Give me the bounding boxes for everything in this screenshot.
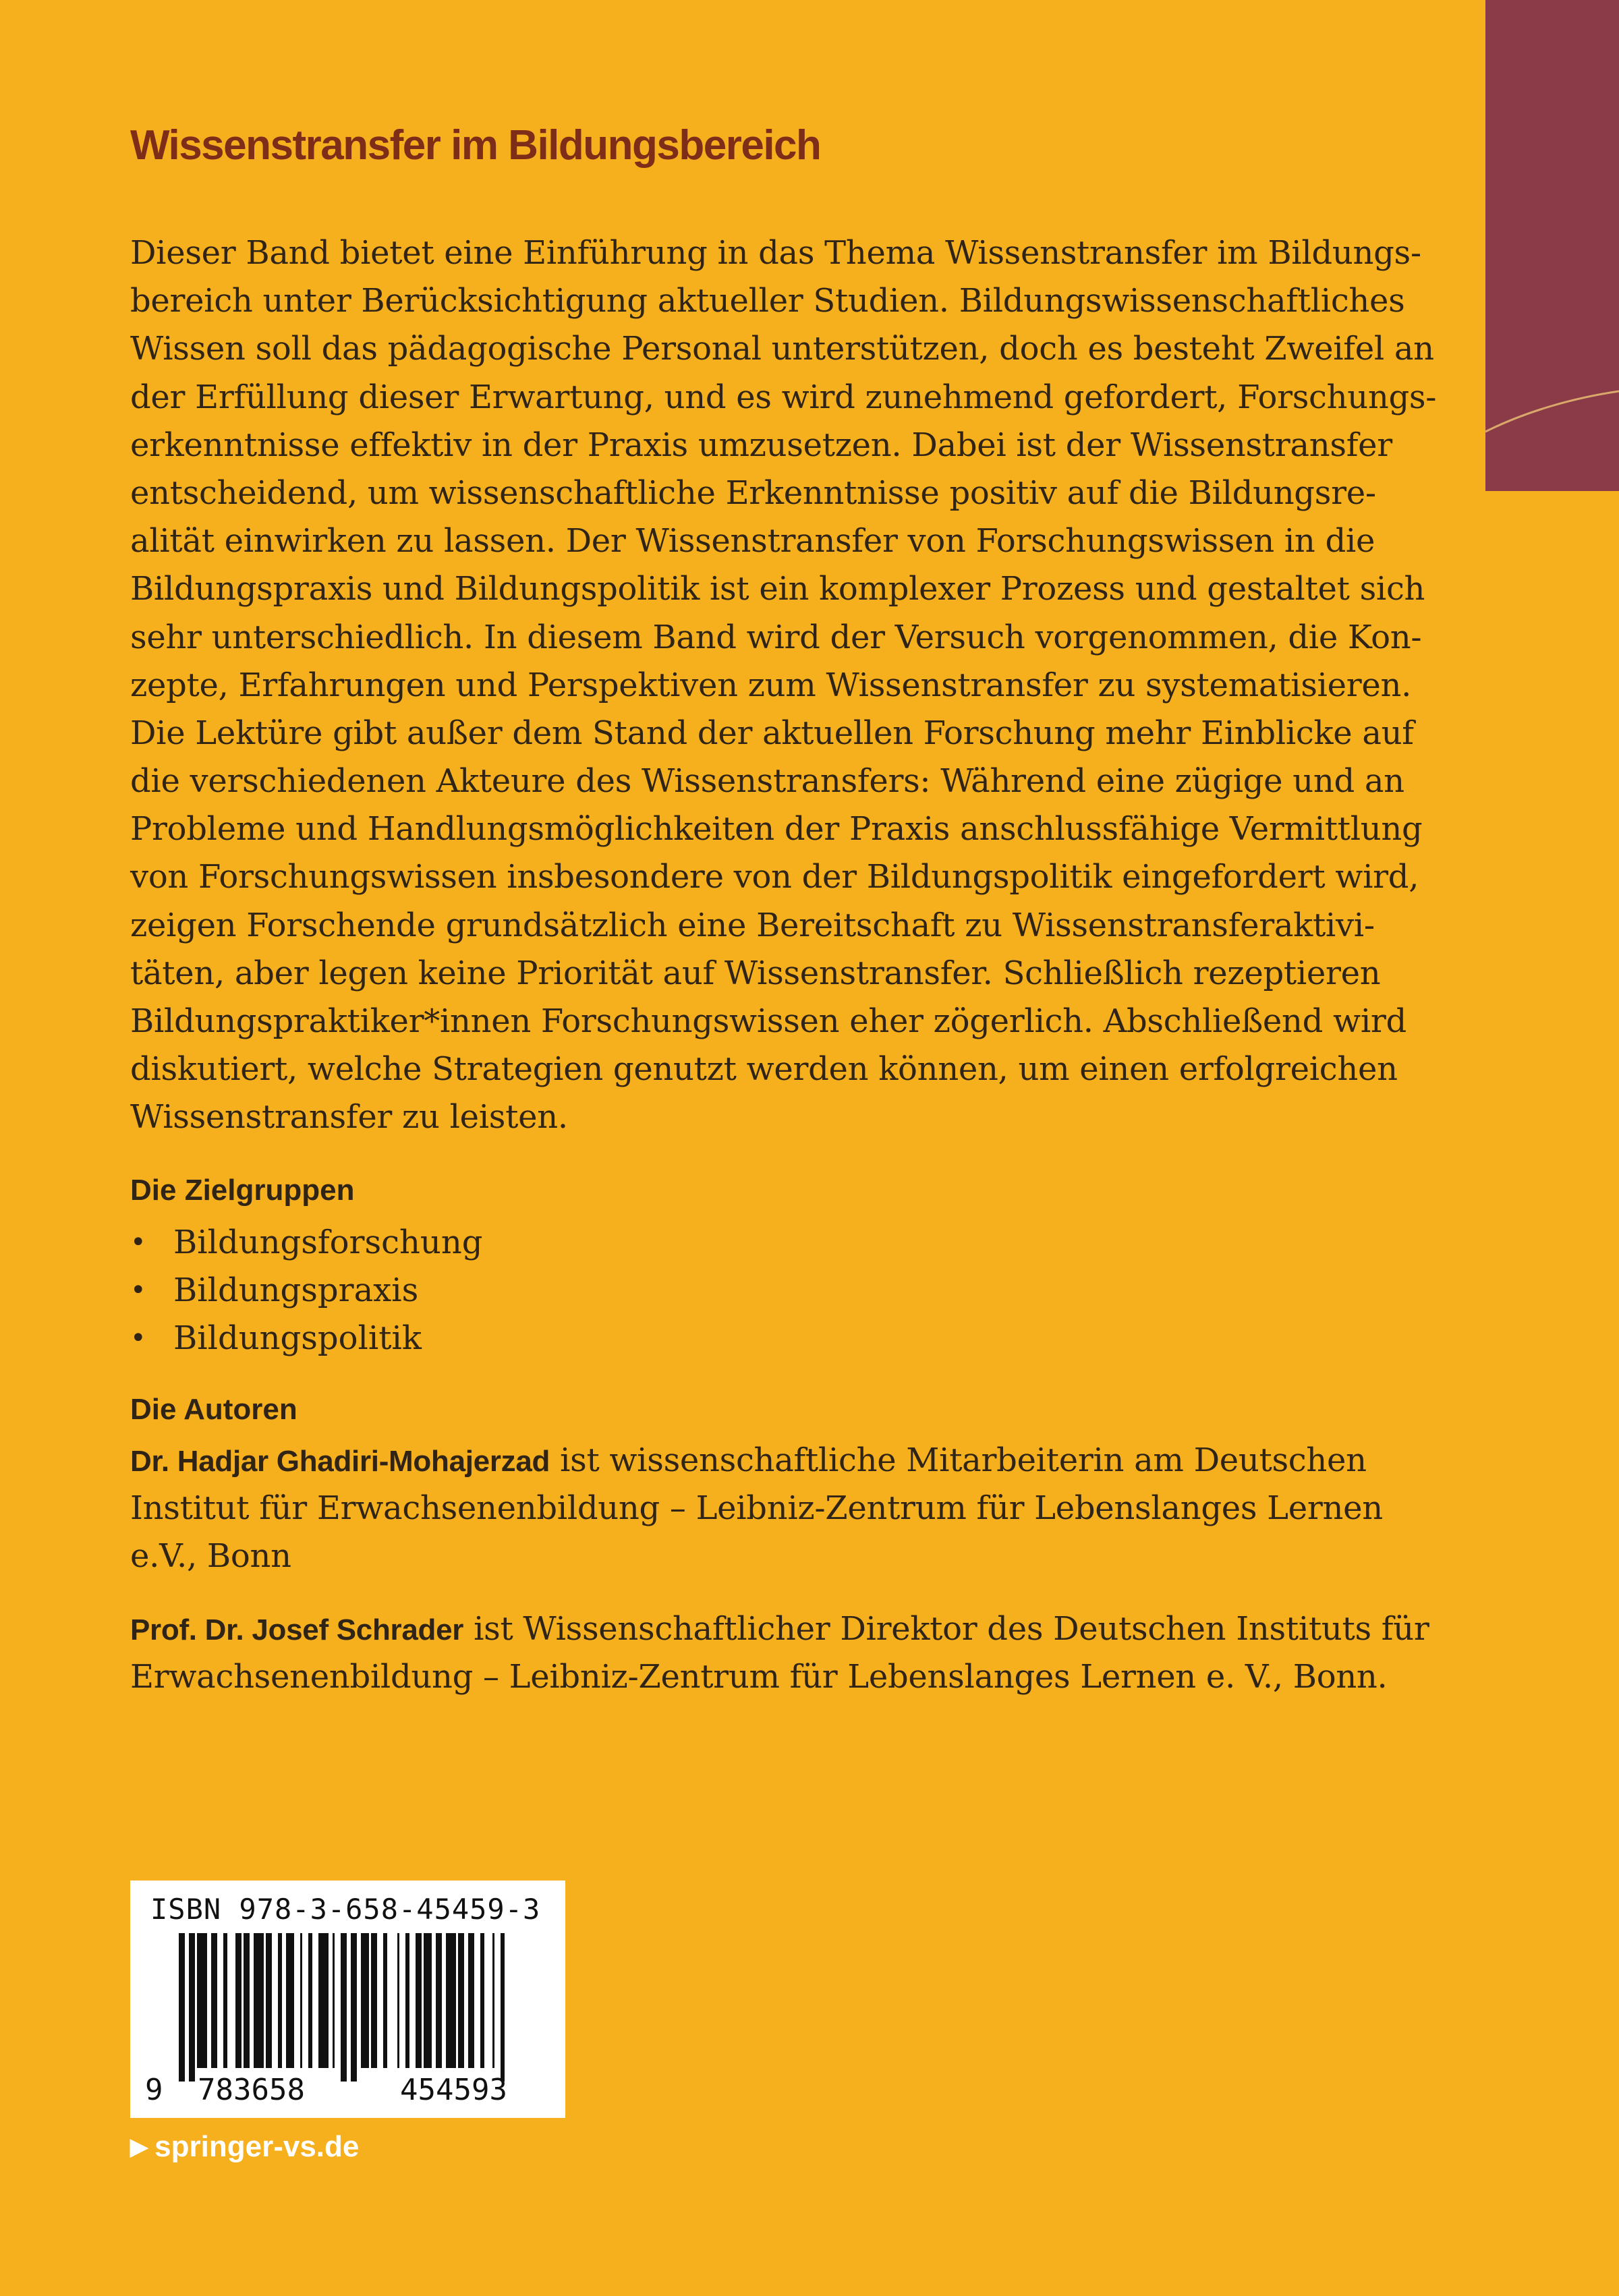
ean-left-digits: 783658 [198,2073,305,2107]
barcode-bar [436,1933,442,2068]
target-groups-heading: Die Zielgruppen [130,1174,355,1207]
description-line: bereich unter Berücksichtigung aktueller Studien. Bildungswissenschaftliches [130,282,1405,320]
barcode-bar [308,1933,312,2068]
author-bio-text: ist wissenschaftliche Mitarbeiterin am Deutschen [550,1441,1367,1479]
barcode-bar [318,1933,329,2068]
description-line: die verschiedenen Akteure des Wissenstransfers: Während eine zügige und an [130,762,1404,801]
ean-first-digit: 9 [145,2073,163,2107]
bullet-icon: • [130,1323,146,1354]
description-line: zepte, Erfahrungen und Perspektiven zum Wissenstransfer zu systematisieren. [130,666,1412,704]
bullet-icon: • [130,1227,146,1258]
barcode-bar [278,1933,282,2068]
ean-right-digits: 454593 [400,2073,507,2107]
barcode-bar [468,1933,474,2068]
description-line: von Forschungswissen insbesondere von der Bildungspolitik eingefordert wird, [130,858,1419,896]
description-line: Wissen soll das pädagogische Personal unterstützen, doch es besteht Zweifel an [130,330,1434,368]
author-bio-line: Erwachsenenbildung – Leibniz-Zentrum für Lebenslanges Lernen e. V., Bonn. [130,1658,1388,1696]
barcode-bar [341,1933,347,2082]
bullet-icon: • [130,1275,146,1306]
barcode-bar [286,1933,294,2068]
barcode-bar [254,1933,264,2068]
barcode-bar [458,1933,464,2068]
barcode-bar [371,1933,377,2068]
barcode-bar [405,1933,409,2068]
author-bio-text: ist Wissenschaftlicher Direktor des Deutschen Instituts für [463,1610,1429,1648]
barcode-bar [480,1933,484,2068]
authors-heading: Die Autoren [130,1393,297,1426]
description-line: Bildungspraxis und Bildungspolitik ist ein komplexer Prozess und gestaltet sich [130,570,1425,608]
description-line: Probleme und Handlungsmöglichkeiten der Praxis anschlussfähige Vermittlung [130,810,1423,849]
list-item [130,1219,482,1267]
barcode-bar [361,1933,369,2068]
barcode-bar [244,1933,250,2068]
barcode-bar [211,1933,217,2068]
barcode-bar [397,1933,399,2068]
barcode-bar [197,1933,207,2068]
target-groups-list [130,1219,482,1362]
barcode-bar [424,1933,432,2068]
author-bio-ghadiri [130,1437,1383,1581]
author-name: Prof. Dr. Josef Schrader [130,1613,464,1646]
barcode-bar [492,1933,494,2068]
barcode-bar [189,1933,195,2082]
description-line: zeigen Forschende grundsätzlich eine Bereitschaft zu Wissenstransferaktivi- [130,906,1375,944]
barcode-bar [266,1933,272,2068]
author-bio-line [130,1437,1367,1485]
barcode-bar [179,1933,185,2082]
triangle-right-icon: ▶ [130,2134,148,2160]
description-line: sehr unterschiedlich. In diesem Band wird der Versuch vorgenommen, die Kon- [130,618,1422,656]
target-group-label: Bildungspraxis [173,1271,419,1309]
band-swoosh [1485,0,1619,491]
barcode-bar [383,1933,387,2068]
list-item [130,1315,482,1362]
isbn-barcode [130,1881,565,2118]
description-line: Bildungspraktiker*innen Forschungswissen eher zögerlich. Abschließend wird [130,1002,1407,1040]
description-line: der Erfüllung dieser Erwartung, und es wird zunehmend gefordert, Forschungs- [130,378,1437,416]
description-line: Dieser Band bietet eine Einführung in das Thema Wissenstransfer im Bildungs- [130,234,1421,272]
author-bio-line [130,1605,1429,1653]
barcode-bar [235,1933,242,2068]
author-bio-line: Institut für Erwachsenenbildung – Leibniz-Zentrum für Lebenslanges Lernen [130,1489,1383,1528]
barcode-bar [416,1933,422,2068]
description-text [130,229,1437,1142]
corner-color-band [1485,0,1619,491]
description-line: täten, aber legen keine Priorität auf Wissenstransfer. Schließlich rezeptieren [130,954,1381,992]
barcode-bar [446,1933,456,2068]
description-line: erkenntnisse effektiv in der Praxis umzusetzen. Dabei ist der Wissenstransfer [130,426,1392,464]
barcode-bar [333,1933,335,2068]
description-line: diskutiert, welche Strategien genutzt werden können, um einen erfolgreichen [130,1050,1398,1089]
barcode-bar [501,1933,505,2082]
isbn-label: ISBN 978-3-658-45459-3 [150,1893,541,1926]
description-line: alität einwirken zu lassen. Der Wissenstransfer von Forschungswissen in die [130,522,1375,561]
author-bio-line: e.V., Bonn [130,1537,291,1576]
author-name: Dr. Hadjar Ghadiri-Mohajerzad [130,1445,550,1478]
barcode-bar [351,1933,357,2082]
description-line: entscheidend, um wissenschaftliche Erkenntnisse positiv auf die Bildungsre- [130,473,1376,512]
back-cover-title: Wissenstransfer im Bildungsbereich [130,122,821,169]
barcode-bar [223,1933,227,2068]
target-group-label: Bildungspolitik [173,1319,422,1357]
barcode-bar [300,1933,302,2068]
list-item [130,1267,482,1315]
description-line: Wissenstransfer zu leisten. [130,1098,568,1137]
target-group-label: Bildungsforschung [173,1224,483,1261]
description-line: Die Lektüre gibt außer dem Stand der aktuellen Forschung mehr Einblicke auf [130,714,1414,752]
author-bio-schrader [130,1605,1429,1701]
website-url: springer-vs.de [154,2130,360,2163]
publisher-website [130,2130,359,2164]
